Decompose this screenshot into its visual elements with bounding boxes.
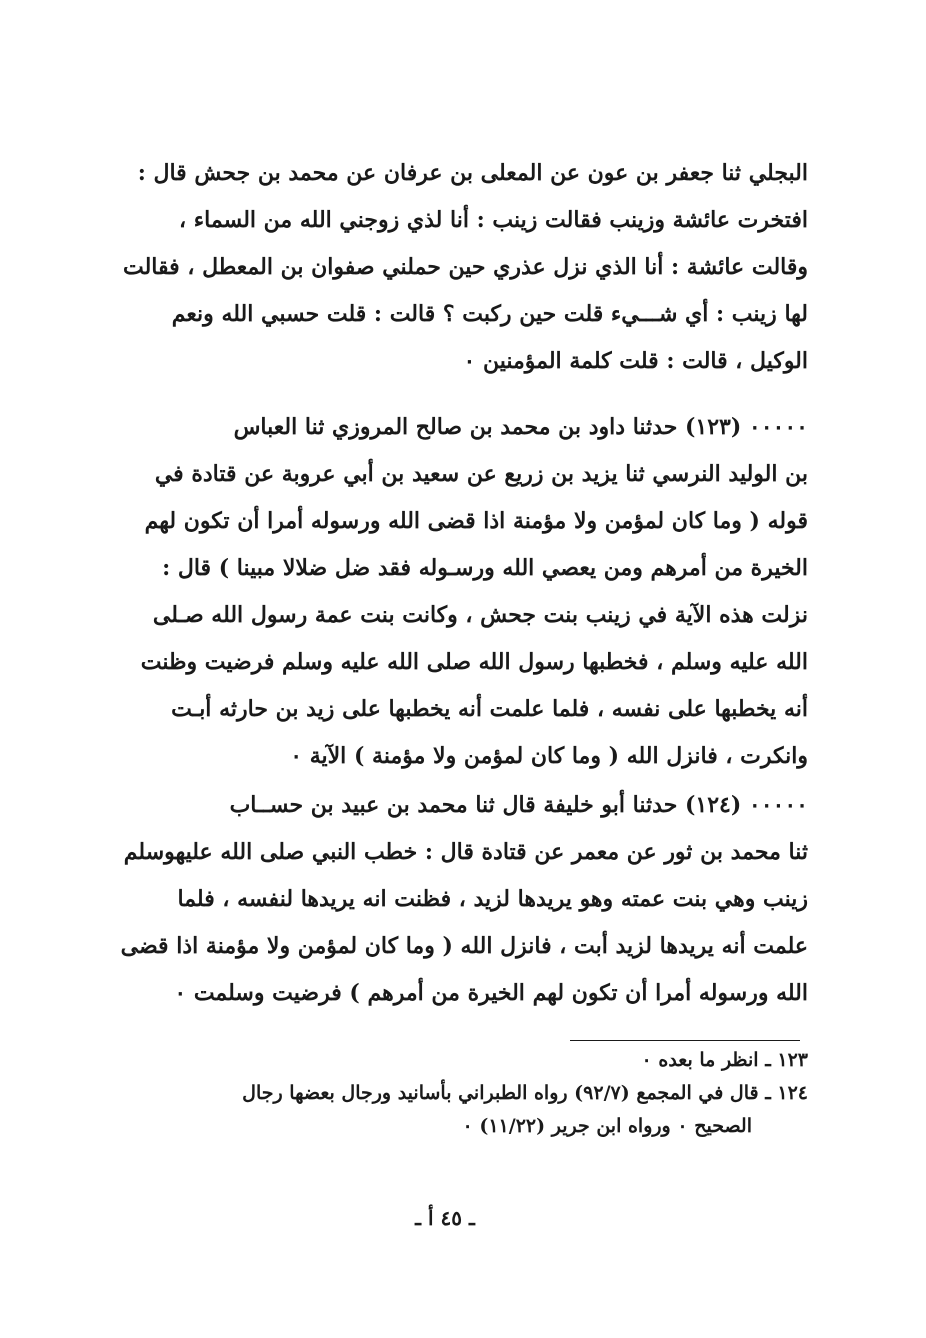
text-line: ٠٠٠٠٠ (١٢٣) حدثنا داود بن محمد بن صالح المروزي ثنا العباس <box>233 414 808 440</box>
text-line: الله عليه وسلم ، فخطبها رسول الله صلى الله عليه وسلم فرضيت وظنت <box>140 649 808 675</box>
text-line: علمت أنه يريدها لزيد أبت ، فانزل الله ( وما كان لمؤمن ولا مؤمنة اذا قضى <box>120 933 808 959</box>
text-line: افتخرت عائشة وزينب فقالت زينب : أنا لذي زوجني الله من السماء ، <box>179 207 808 233</box>
text-line: ثنا محمد بن ثور عن معمر عن قتادة قال : خطب النبي صلى الله عليهوسلم <box>123 839 808 865</box>
paragraph-3-hadith-124 <box>100 782 808 1017</box>
footnote-123: ١٢٣ ـ انظر ما بعده ٠ <box>641 1049 808 1071</box>
text-line: أنه يخطبها على نفسه ، فلما علمت أنه يخطبها على زيد بن حارثه أبـت <box>171 696 808 722</box>
text-line: الله ورسوله أمرا أن تكون لهم الخيرة من أمرهم ) فرضيت وسلمت ٠ <box>174 980 808 1006</box>
text-line: بن الوليد النرسي ثنا يزيد بن زريع عن سعيد بن أبي عروبة عن قتادة في <box>154 461 808 487</box>
text-line: نزلت هذه الآية في زينب بنت جحش ، وكانت بنت عمة رسول الله صـلى <box>152 602 808 628</box>
text-line: ٠٠٠٠٠ (١٢٤) حدثنا أبو خليفة قال ثنا محمد بن عبيد بن حســاب <box>229 792 808 818</box>
page-number: ـ ٤٥ أ ـ <box>415 1206 475 1230</box>
text-line: وانكرت ، فانزل الله ( وما كان لمؤمن ولا مؤمنة ) الآية ٠ <box>290 743 808 769</box>
text-line: الوكيل ، قالت : قلت كلمة المؤمنين ٠ <box>463 348 808 374</box>
text-line: زينب وهي بنت عمته وهو يريدها لزيد ، فظنت انه يريدها لنفسه ، فلما <box>177 886 808 912</box>
text-line: وقالت عائشة : أنا الذي نزل عذري حين حملني صفوان بن المعطل ، فقالت <box>123 254 808 280</box>
footnote-124-continuation: الصحيح ٠ ورواه ابن جرير (١١/٢٢) ٠ <box>462 1115 752 1137</box>
paragraph-1 <box>100 150 808 385</box>
paragraph-2-hadith-123 <box>100 404 808 780</box>
text-line: قوله ( وما كان لمؤمن ولا مؤمنة اذا قضى الله ورسوله أمرا أن تكون لهم <box>144 508 808 534</box>
footnote-separator <box>570 1040 800 1041</box>
footnote-124: ١٢٤ ـ قال في المجمع (٩٢/٧) رواه الطبراني بأسانيد ورجال بعضها رجال <box>242 1082 808 1104</box>
footnotes <box>96 1044 808 1143</box>
text-line: لها زينب : أي شـــيء قلت حين ركبت ؟ قالت : قلت حسبي الله ونعم <box>171 301 808 327</box>
text-line: البجلي ثنا جعفر بن عون عن المعلى بن عرفان عن محمد بن جحش قال : <box>137 160 808 186</box>
text-line: الخيرة من أمرهم ومن يعصي الله ورسـوله فقد ضل ضلالا مبينا ) قال : <box>162 555 808 581</box>
